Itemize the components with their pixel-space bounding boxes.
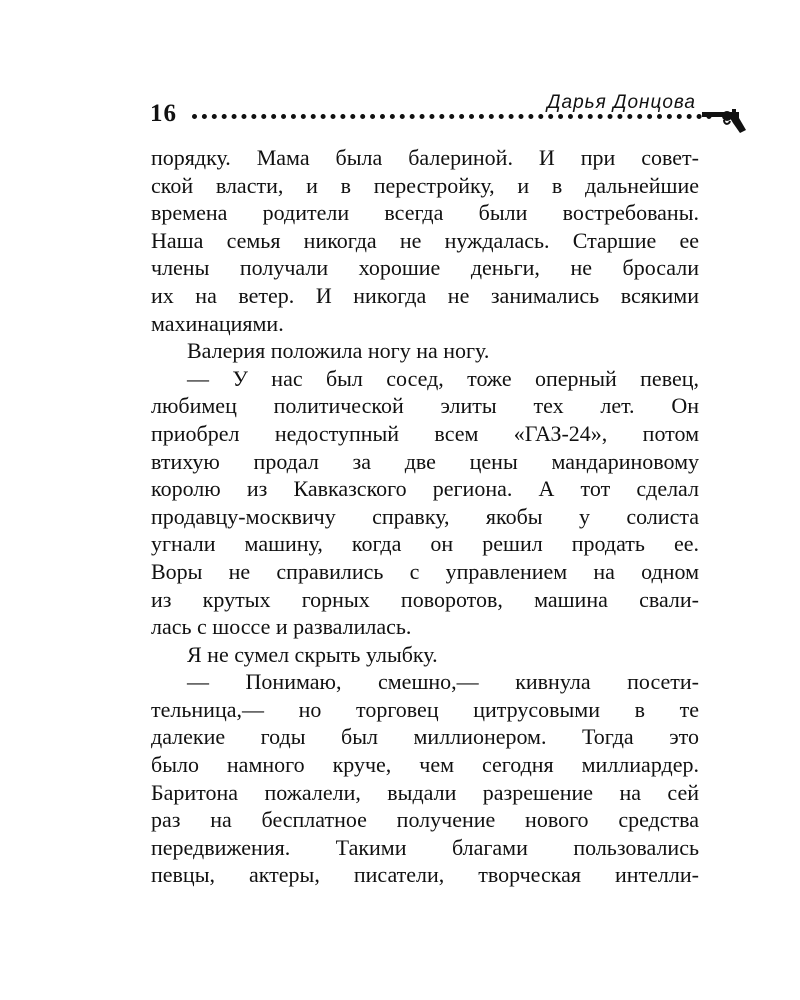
text-line: Валерия положила ногу на ногу. — [187, 338, 490, 364]
text-line: — Понимаю, смешно,— кивнула посети- — [187, 669, 699, 695]
dotted-rule — [192, 114, 712, 119]
text-line: Воры не справились с управлением на одном — [151, 558, 699, 584]
text-line: угнали машину, когда он решил продать ее. — [151, 531, 699, 557]
text-line: продавцу-москвичу справку, якобы у солиста — [151, 503, 699, 529]
text-line: Наша семья никогда не нуждалась. Старшие ее — [151, 227, 699, 253]
text-line: — У нас был сосед, тоже оперный певец, — [187, 365, 699, 391]
text-line: из крутых горных поворотов, машина свали- — [151, 586, 699, 612]
text-line: передвижения. Такими благами пользовались — [151, 834, 699, 860]
text-line: было намного круче, чем сегодня миллиардер. — [151, 752, 699, 778]
text-line: Баритона пожалели, выдали разрешение на сей — [151, 779, 699, 805]
text-line: раз на бесплатное получение нового средства — [151, 807, 699, 833]
text-line: члены получали хорошие деньги, не бросали — [151, 255, 699, 281]
body-text — [151, 144, 699, 889]
text-line: лась с шоссе и развалилась. — [151, 614, 412, 640]
text-line: Я не сумел скрыть улыбку. — [187, 641, 438, 667]
text-line: тельница,— но торговец цитрусовыми в те — [151, 696, 699, 722]
text-line: любимец политической элиты тех лет. Он — [151, 393, 699, 419]
text-line: втихую продал за две цены мандариновому — [151, 448, 699, 474]
page-number: 16 — [150, 100, 177, 127]
text-line: далекие годы был миллионером. Тогда это — [151, 724, 699, 750]
text-line: порядку. Мама была балериной. И при совет- — [151, 145, 699, 170]
text-line: времена родители всегда были востребованы. — [151, 200, 699, 226]
text-line: певцы, актеры, писатели, творческая интелли- — [151, 862, 699, 888]
running-head — [148, 92, 748, 142]
text-line: приобрел недоступный всем «ГАЗ-24», потом — [151, 420, 699, 446]
author-name: Дарья Донцова — [547, 92, 696, 113]
text-line: их на ветер. И никогда не занимались всякими — [151, 282, 699, 308]
text-line: махинациями. — [151, 310, 284, 336]
text-line: ской власти, и в перестройку, и в дальнейшие — [151, 172, 699, 198]
text-line: королю из Кавказского региона. А тот сделал — [151, 476, 699, 502]
revolver-icon — [702, 106, 748, 134]
